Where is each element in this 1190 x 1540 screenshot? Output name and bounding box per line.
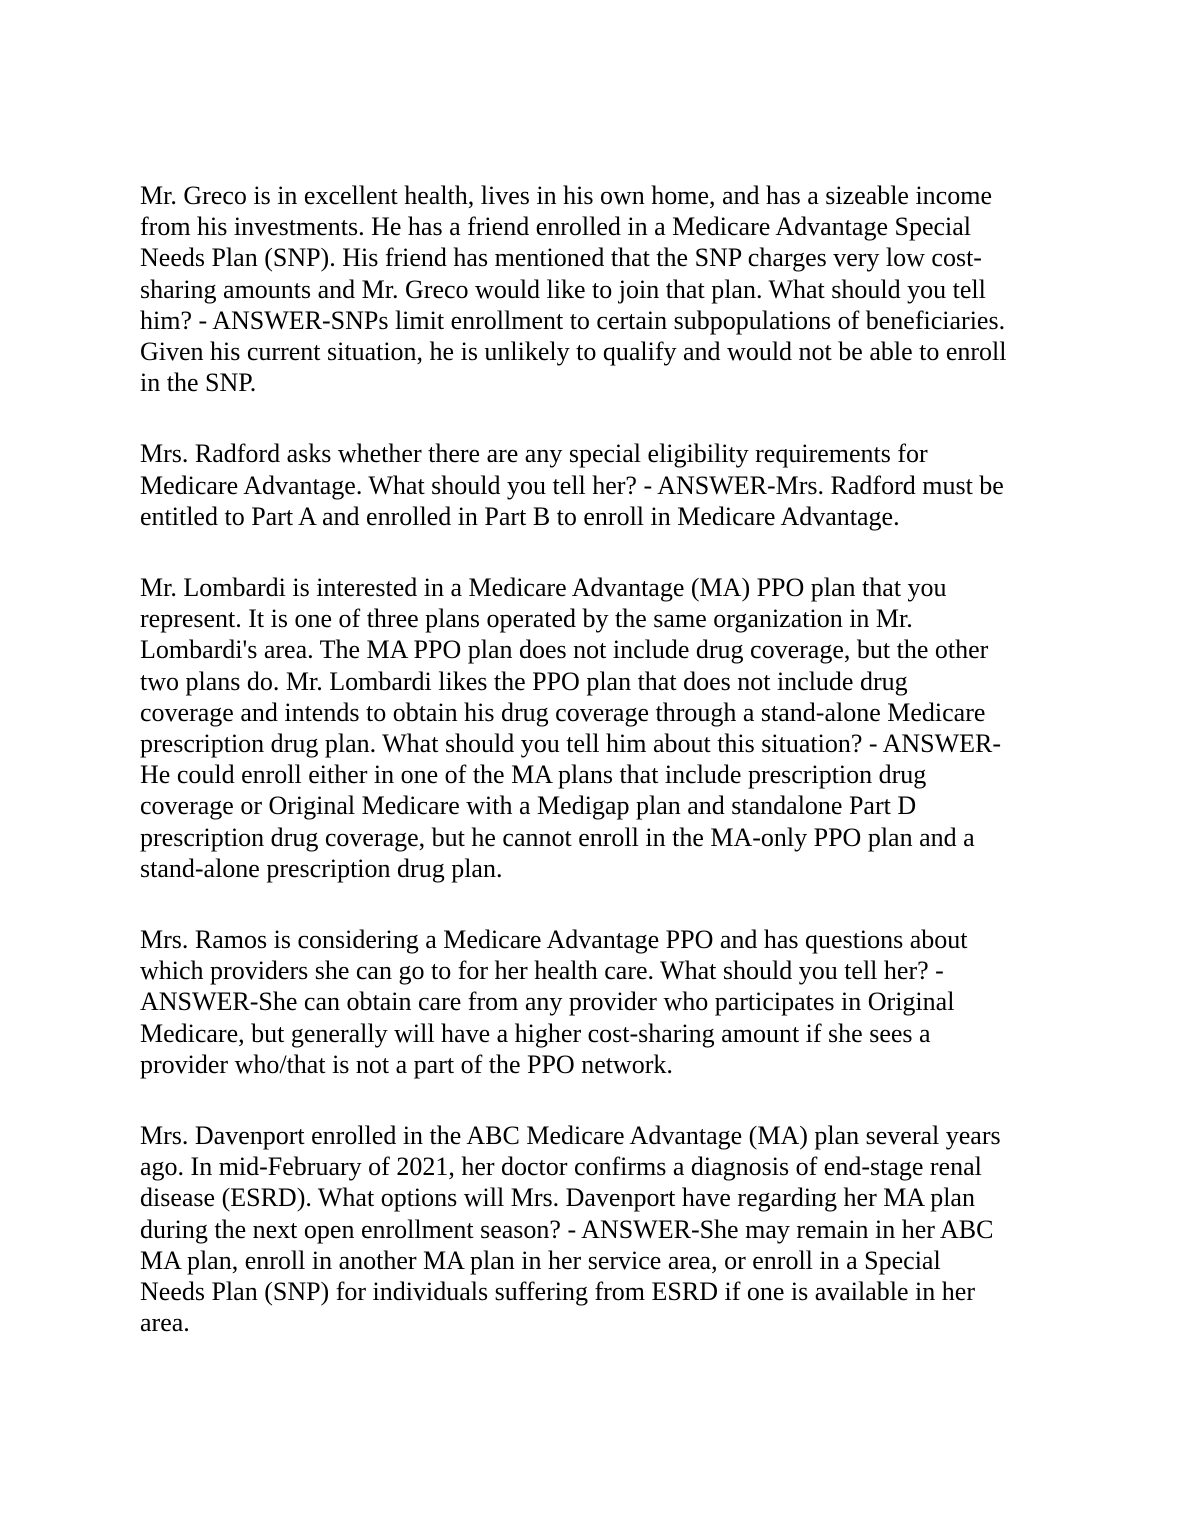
text-line: Needs Plan (SNP) for individuals suffering from ESRD if one is available in her <box>140 1277 975 1307</box>
text-line: disease (ESRD). What options will Mrs. Davenport have regarding her MA plan <box>140 1183 975 1213</box>
text-line: Needs Plan (SNP). His friend has mentioned that the SNP charges very low cost- <box>140 243 982 273</box>
text-line: Given his current situation, he is unlikely to qualify and would not be able to enroll <box>140 337 1007 367</box>
text-line: ago. In mid-February of 2021, her doctor confirms a diagnosis of end-stage renal <box>140 1152 982 1182</box>
text-line: coverage and intends to obtain his drug coverage through a stand-alone Medicare <box>140 697 986 727</box>
text-line: prescription drug plan. What should you tell him about this situation? - ANSWER- <box>140 729 1002 759</box>
qa-paragraph-lombardi <box>140 572 1060 884</box>
text-line: Lombardi's area. The MA PPO plan does not include drug coverage, but the other <box>140 635 989 665</box>
qa-paragraph-radford <box>140 438 1060 532</box>
text-line: Mr. Greco is in excellent health, lives in his own home, and has a sizeable income <box>140 181 992 210</box>
text-line: during the next open enrollment season? - ANSWER-She may remain in her ABC <box>140 1214 994 1244</box>
text-line: stand-alone prescription drug plan. <box>140 853 503 883</box>
text-line: Medicare Advantage. What should you tell her? - ANSWER-Mrs. Radford must be <box>140 470 1004 500</box>
text-line: sharing amounts and Mr. Greco would like to join that plan. What should you tell <box>140 274 986 304</box>
text-line: Mrs. Davenport enrolled in the ABC Medicare Advantage (MA) plan several years <box>140 1121 1001 1151</box>
text-line: represent. It is one of three plans operated by the same organization in Mr. <box>140 604 913 634</box>
document-body <box>140 180 1060 1379</box>
qa-paragraph-ramos <box>140 924 1060 1080</box>
text-line: two plans do. Mr. Lombardi likes the PPO plan that does not include drug <box>140 666 908 696</box>
text-line: him? - ANSWER-SNPs limit enrollment to certain subpopulations of beneficiaries. <box>140 305 1006 335</box>
text-line: Medicare, but generally will have a higher cost-sharing amount if she sees a <box>140 1018 931 1048</box>
text-line: in the SNP. <box>140 368 257 398</box>
text-line: area. <box>140 1308 190 1338</box>
text-line: coverage or Original Medicare with a Medigap plan and standalone Part D <box>140 791 917 821</box>
qa-paragraph-greco <box>140 180 1060 398</box>
text-line: entitled to Part A and enrolled in Part B to enroll in Medicare Advantage. <box>140 501 900 531</box>
text-line: Mrs. Radford asks whether there are any special eligibility requirements for <box>140 439 928 469</box>
text-line: prescription drug coverage, but he cannot enroll in the MA-only PPO plan and a <box>140 822 975 852</box>
text-line: which providers she can go to for her health care. What should you tell her? - <box>140 956 944 986</box>
text-line: He could enroll either in one of the MA plans that include prescription drug <box>140 760 927 790</box>
text-line: Mr. Lombardi is interested in a Medicare Advantage (MA) PPO plan that you <box>140 573 947 603</box>
text-line: Mrs. Ramos is considering a Medicare Advantage PPO and has questions about <box>140 925 968 955</box>
qa-paragraph-davenport <box>140 1120 1060 1338</box>
text-line: ANSWER-She can obtain care from any provider who participates in Original <box>140 987 955 1017</box>
text-line: from his investments. He has a friend enrolled in a Medicare Advantage Special <box>140 212 972 242</box>
text-line: MA plan, enroll in another MA plan in her service area, or enroll in a Special <box>140 1245 941 1275</box>
text-line: provider who/that is not a part of the PPO network. <box>140 1049 673 1079</box>
